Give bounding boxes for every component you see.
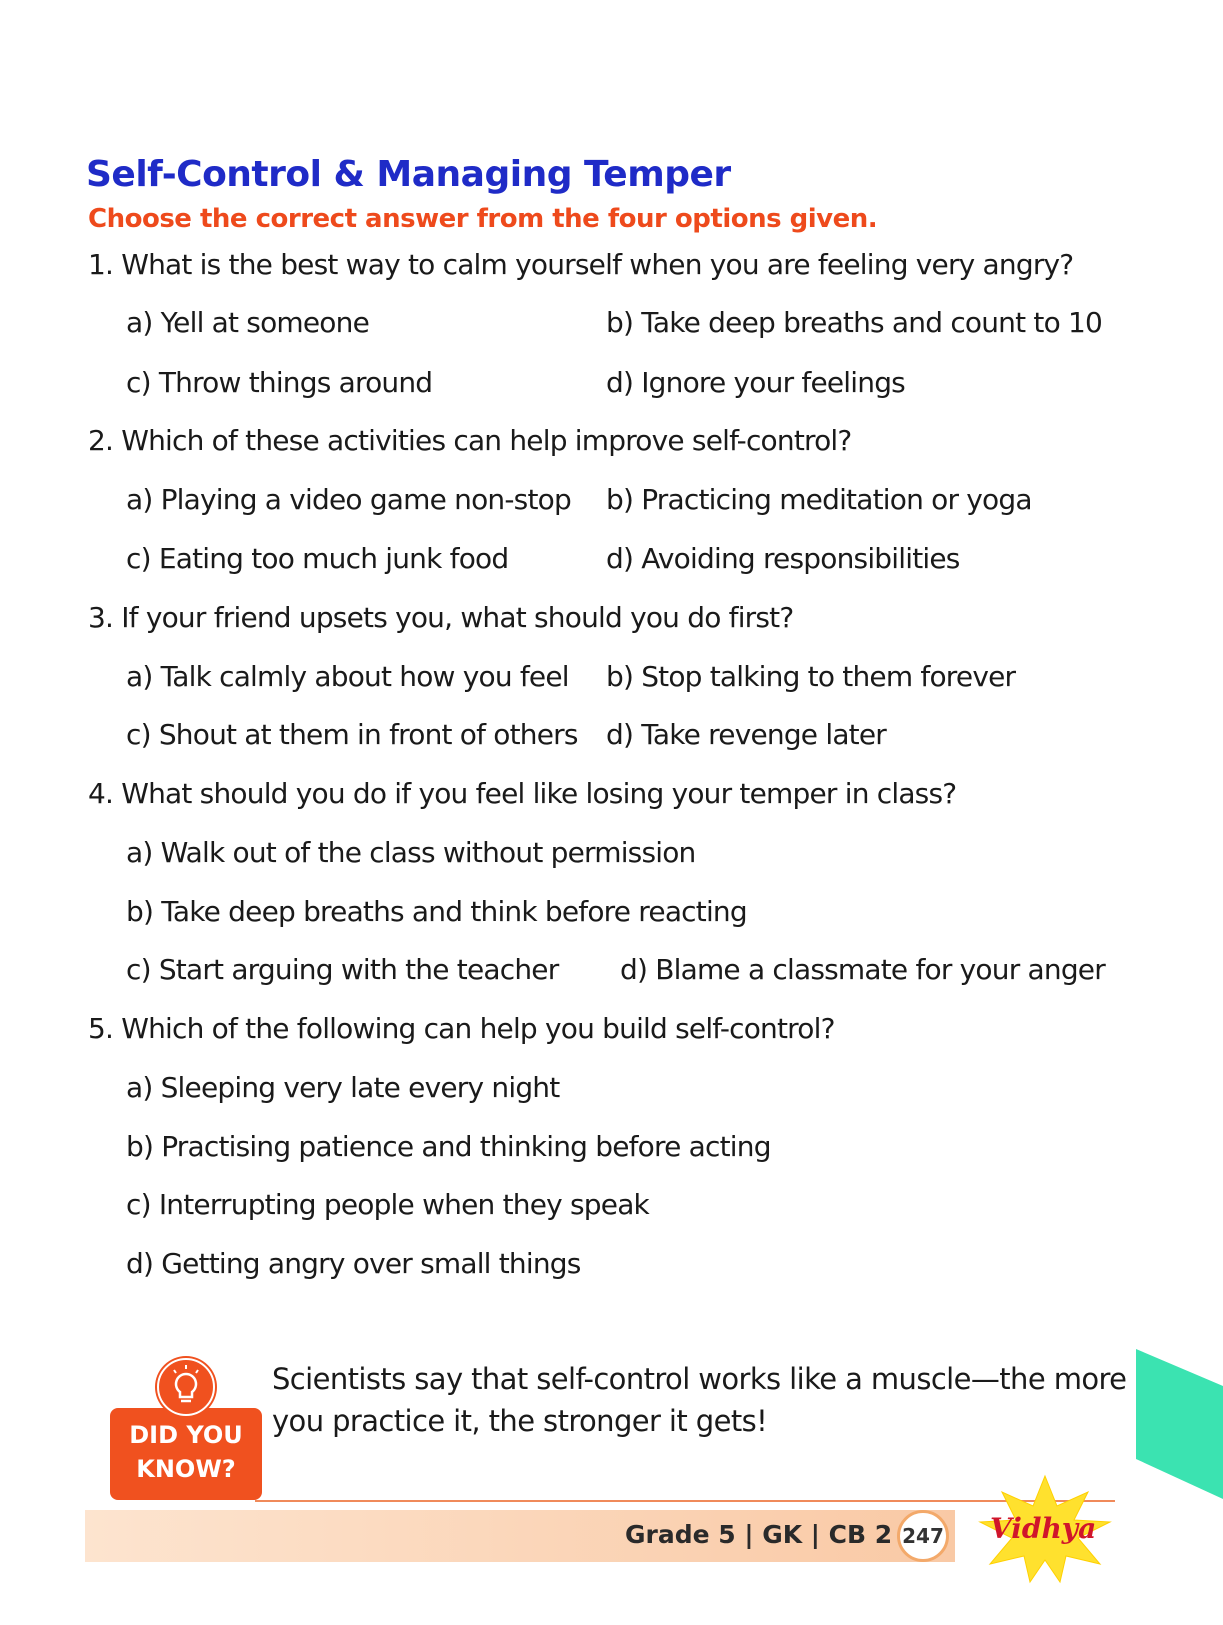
brand-name: Vidhya [990,1512,1097,1545]
option-text: c) Throw things around [126,366,433,399]
question-text: 3. If your friend upsets you, what should you do first? [88,601,794,634]
did-you-know-badge [110,1356,262,1500]
page-title: Self-Control & Managing Temper [86,154,731,195]
question-text: 1. What is the best way to calm yourself when you are feeling very angry? [88,248,1074,281]
fact-line-2: you practice it, the stronger it gets! [272,1404,768,1438]
option-text: d) Take revenge later [606,718,886,751]
option-text: b) Practising patience and thinking before acting [126,1130,771,1163]
option-text: d) Avoiding responsibilities [606,542,960,575]
option-text: a) Sleeping very late every night [126,1071,560,1104]
fact-line-1: Scientists say that self-control works like a muscle—the more [272,1362,1127,1396]
question-text: 4. What should you do if you feel like losing your temper in class? [88,777,957,810]
option-text: d) Blame a classmate for your anger [620,953,1105,986]
lightbulb-icon [155,1356,217,1418]
question-text: 2. Which of these activities can help improve self-control? [88,424,852,457]
option-text: b) Take deep breaths and count to 10 [606,306,1103,339]
option-text: a) Talk calmly about how you feel [126,660,569,693]
option-text: c) Eating too much junk food [126,542,509,575]
option-text: c) Shout at them in front of others [126,718,578,751]
did-you-know-line2: KNOW? [136,1455,236,1483]
did-you-know-label [110,1418,262,1486]
option-text: a) Yell at someone [126,306,370,339]
option-text: a) Walk out of the class without permission [126,836,696,869]
decorative-tab [1136,1349,1223,1499]
instruction-text: Choose the correct answer from the four options given. [88,204,878,234]
question-text: 5. Which of the following can help you build self-control? [88,1012,835,1045]
option-text: d) Getting angry over small things [126,1247,581,1280]
did-you-know-line1: DID YOU [129,1421,243,1449]
option-text: c) Interrupting people when they speak [126,1188,649,1221]
page-number: 247 [897,1510,949,1562]
option-text: b) Take deep breaths and think before reacting [126,895,747,928]
option-text: b) Stop talking to them forever [606,660,1016,693]
footer-course: Grade 5 | GK | CB 2 [625,1520,893,1549]
option-text: d) Ignore your feelings [606,366,905,399]
option-text: b) Practicing meditation or yoga [606,483,1032,516]
option-text: c) Start arguing with the teacher [126,953,559,986]
option-text: a) Playing a video game non-stop [126,483,571,516]
